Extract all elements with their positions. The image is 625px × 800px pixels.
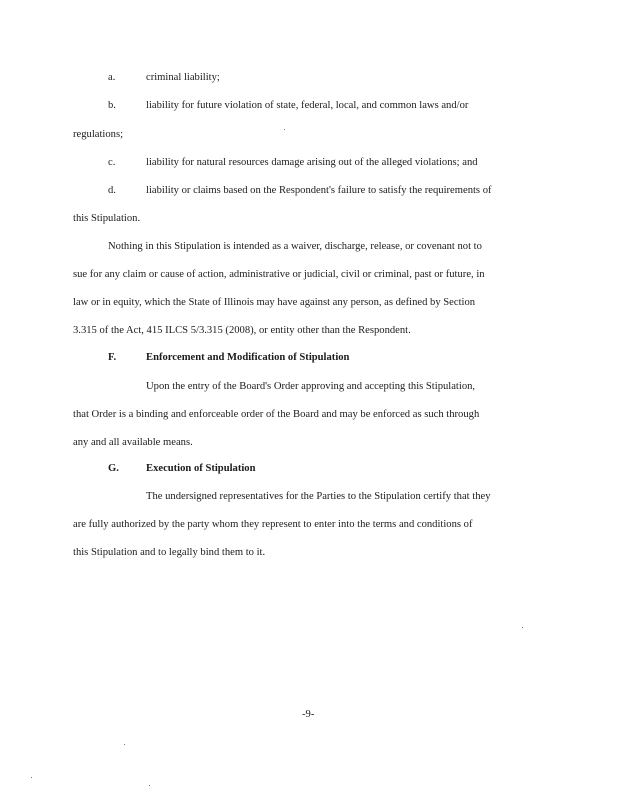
list-item-d-text: liability or claims based on the Respondent's failure to satisfy the requirements of — [146, 185, 492, 196]
list-item-b-text: liability for future violation of state, federal, local, and common laws and/or — [146, 100, 469, 111]
list-item-d-text-cont: this Stipulation. — [73, 213, 141, 224]
paragraph-line: Nothing in this Stipulation is intended as a waiver, discharge, release, or covenant not to — [108, 241, 482, 252]
section-f-line: any and all available means. — [73, 437, 193, 448]
list-marker-a: a. — [108, 72, 116, 83]
list-item-b-text-cont: regulations; — [73, 129, 124, 140]
section-f-line: Upon the entry of the Board's Order approving and accepting this Stipulation, — [146, 381, 476, 392]
section-g-heading: Execution of Stipulation — [146, 463, 256, 474]
section-g-line: this Stipulation and to legally bind them to it. — [73, 547, 266, 558]
scan-speck — [31, 777, 32, 778]
section-g-line: are fully authorized by the party whom they represent to enter into the terms and conditions of — [73, 519, 473, 530]
scan-speck — [522, 627, 523, 628]
section-f-line: that Order is a binding and enforceable order of the Board and may be enforced as such through — [73, 409, 480, 420]
paragraph-line: sue for any claim or cause of action, administrative or judicial, civil or criminal, past or future, in — [73, 269, 485, 280]
paragraph-line: 3.315 of the Act, 415 ILCS 5/3.315 (2008), or entity other than the Respondent. — [73, 325, 411, 336]
section-g-letter: G. — [108, 463, 119, 474]
list-marker-d: d. — [108, 185, 116, 196]
section-f-letter: F. — [108, 352, 117, 363]
page-number: -9- — [302, 709, 315, 720]
paragraph-line: law or in equity, which the State of Illinois may have against any person, as defined by Section — [73, 297, 476, 308]
list-marker-b: b. — [108, 100, 116, 111]
scan-speck — [284, 129, 285, 130]
scan-speck — [124, 744, 125, 745]
list-item-a-text: criminal liability; — [146, 72, 220, 83]
scan-speck — [149, 785, 150, 786]
list-item-c-text: liability for natural resources damage arising out of the alleged violations; and — [146, 157, 478, 168]
list-marker-c: c. — [108, 157, 116, 168]
section-g-line: The undersigned representatives for the Parties to the Stipulation certify that they — [146, 491, 491, 502]
section-f-heading: Enforcement and Modification of Stipulation — [146, 352, 350, 363]
